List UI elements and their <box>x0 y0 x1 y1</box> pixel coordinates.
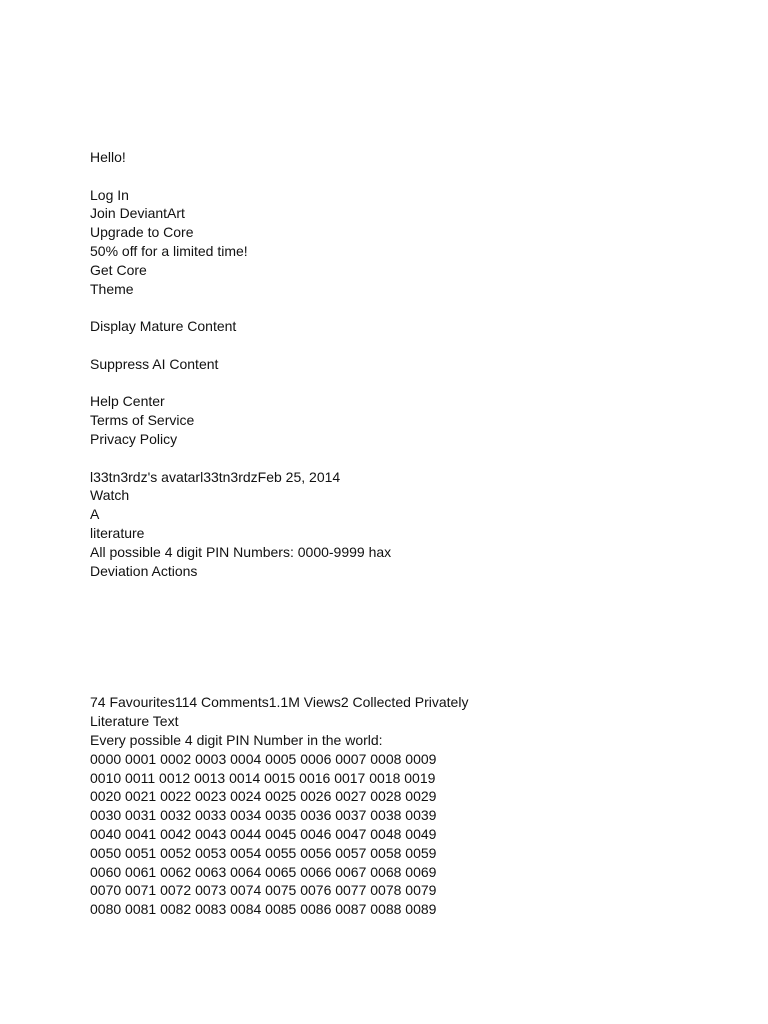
theme-toggle[interactable]: Theme <box>90 280 134 297</box>
pin-row: 0030 0031 0032 0033 0034 0035 0036 0037 0038 0039 <box>90 807 437 824</box>
suppress-ai-content-toggle[interactable]: Suppress AI Content <box>90 355 219 372</box>
spacer <box>90 449 730 468</box>
category-link[interactable]: literature <box>90 524 145 541</box>
literature-label: Literature Text <box>90 713 179 730</box>
author-line <box>90 468 730 487</box>
log-in-link[interactable]: Log In <box>90 186 129 203</box>
favourites-count[interactable]: 74 Favourites <box>90 694 175 711</box>
spacer <box>90 167 730 186</box>
spacer <box>90 336 730 355</box>
spacer <box>90 580 730 693</box>
greeting: Hello! <box>90 149 126 165</box>
pin-row: 0080 0081 0082 0083 0084 0085 0086 0087 0088 0089 <box>90 901 437 918</box>
upgrade-to-core-link[interactable]: Upgrade to Core <box>90 224 194 241</box>
literature-intro: Every possible 4 digit PIN Number in the world: <box>90 731 383 748</box>
deviation-title: All possible 4 digit PIN Numbers: 0000-9999 hax <box>90 543 392 560</box>
spacer <box>90 374 730 393</box>
help-center-link[interactable]: Help Center <box>90 393 165 410</box>
pin-row: 0040 0041 0042 0043 0044 0045 0046 0047 0048 0049 <box>90 825 437 842</box>
page-content <box>90 148 730 919</box>
comments-count[interactable]: 114 Comments <box>174 694 269 711</box>
spacer <box>90 298 730 317</box>
terms-of-service-link[interactable]: Terms of Service <box>90 412 195 429</box>
avatar[interactable]: l33tn3rdz's avatar <box>90 468 201 485</box>
promo-text: 50% off for a limited time! <box>90 242 248 259</box>
pin-row: 0070 0071 0072 0073 0074 0075 0076 0077 0078 0079 <box>90 882 437 899</box>
privacy-policy-link[interactable]: Privacy Policy <box>90 430 178 447</box>
author-link[interactable]: l33tn3rdz <box>200 468 258 485</box>
pin-row: 0020 0021 0022 0023 0024 0025 0026 0027 0028 0029 <box>90 788 437 805</box>
post-date: Feb 25, 2014 <box>257 468 341 485</box>
pin-row: 0000 0001 0002 0003 0004 0005 0006 0007 0008 0009 <box>90 750 437 767</box>
stats-line <box>90 693 730 712</box>
join-deviantart-link[interactable]: Join DeviantArt <box>90 205 185 222</box>
pin-row: 0010 0011 0012 0013 0014 0015 0016 0017 0018 0019 <box>90 769 436 786</box>
deviation-actions-button[interactable]: Deviation Actions <box>90 562 198 579</box>
category-letter: A <box>90 506 100 523</box>
collected-count: 2 Collected Privately <box>340 694 469 711</box>
pin-list <box>90 750 730 919</box>
pin-row: 0060 0061 0062 0063 0064 0065 0066 0067 0068 0069 <box>90 863 437 880</box>
views-count: 1.1M Views <box>268 694 341 711</box>
get-core-link[interactable]: Get Core <box>90 261 147 278</box>
watch-button[interactable]: Watch <box>90 487 130 504</box>
pin-row: 0050 0051 0052 0053 0054 0055 0056 0057 0058 0059 <box>90 844 437 861</box>
display-mature-content-toggle[interactable]: Display Mature Content <box>90 318 237 335</box>
